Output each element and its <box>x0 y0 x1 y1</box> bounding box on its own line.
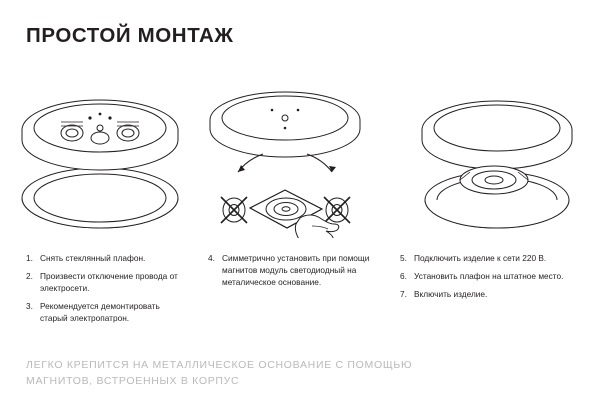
panel-2-module <box>210 92 360 238</box>
panel-1-base <box>22 100 178 228</box>
panel-3-assembled <box>422 101 572 228</box>
footer-note: ЛЕГКО КРЕПИТСЯ НА МЕТАЛЛИЧЕСКОЕ ОСНОВАНИЕ С ПОМОЩЬЮ МАГНИТОВ, ВСТРОЕННЫХ В КОРПУС <box>26 359 413 387</box>
step-number: 5. <box>400 253 407 263</box>
step-text: Рекомендуется демонтировать старый электропатрон. <box>40 301 160 324</box>
step-text: Включить изделие. <box>414 289 488 300</box>
step-text: Подключить изделие к сети 220 В. <box>414 253 547 263</box>
page-title: ПРОСТОЙ МОНТАЖ <box>26 24 234 47</box>
step-item <box>26 270 186 294</box>
step-item <box>400 270 590 282</box>
step-text: Произвести отключение проводa от электросети. <box>40 271 178 294</box>
step-number: 2. <box>26 271 33 282</box>
step-item <box>208 252 383 288</box>
step-number: 3. <box>26 301 33 312</box>
steps-area <box>0 252 600 332</box>
step-item <box>26 300 186 324</box>
illustration-area <box>0 58 600 238</box>
steps-column-2 <box>208 252 383 294</box>
step-item <box>400 252 590 264</box>
steps-column-3 <box>400 252 590 306</box>
steps-column-1 <box>26 252 186 330</box>
step-number: 7. <box>400 289 407 300</box>
step-number: 4. <box>208 253 215 263</box>
magnet-right <box>324 197 350 223</box>
step-item <box>26 252 186 264</box>
assembly-diagram <box>0 58 600 238</box>
step-number: 1. <box>26 253 33 263</box>
step-number: 6. <box>400 271 407 282</box>
magnet-left <box>221 197 247 223</box>
step-item <box>400 288 590 300</box>
step-text: Установить плафон на штатное место. <box>414 271 564 282</box>
step-text: Симметрично установить при помощи магнитов модуль светодиодный на металическое основание. <box>222 253 370 288</box>
step-text: Снять стеклянный плафон. <box>40 253 146 263</box>
